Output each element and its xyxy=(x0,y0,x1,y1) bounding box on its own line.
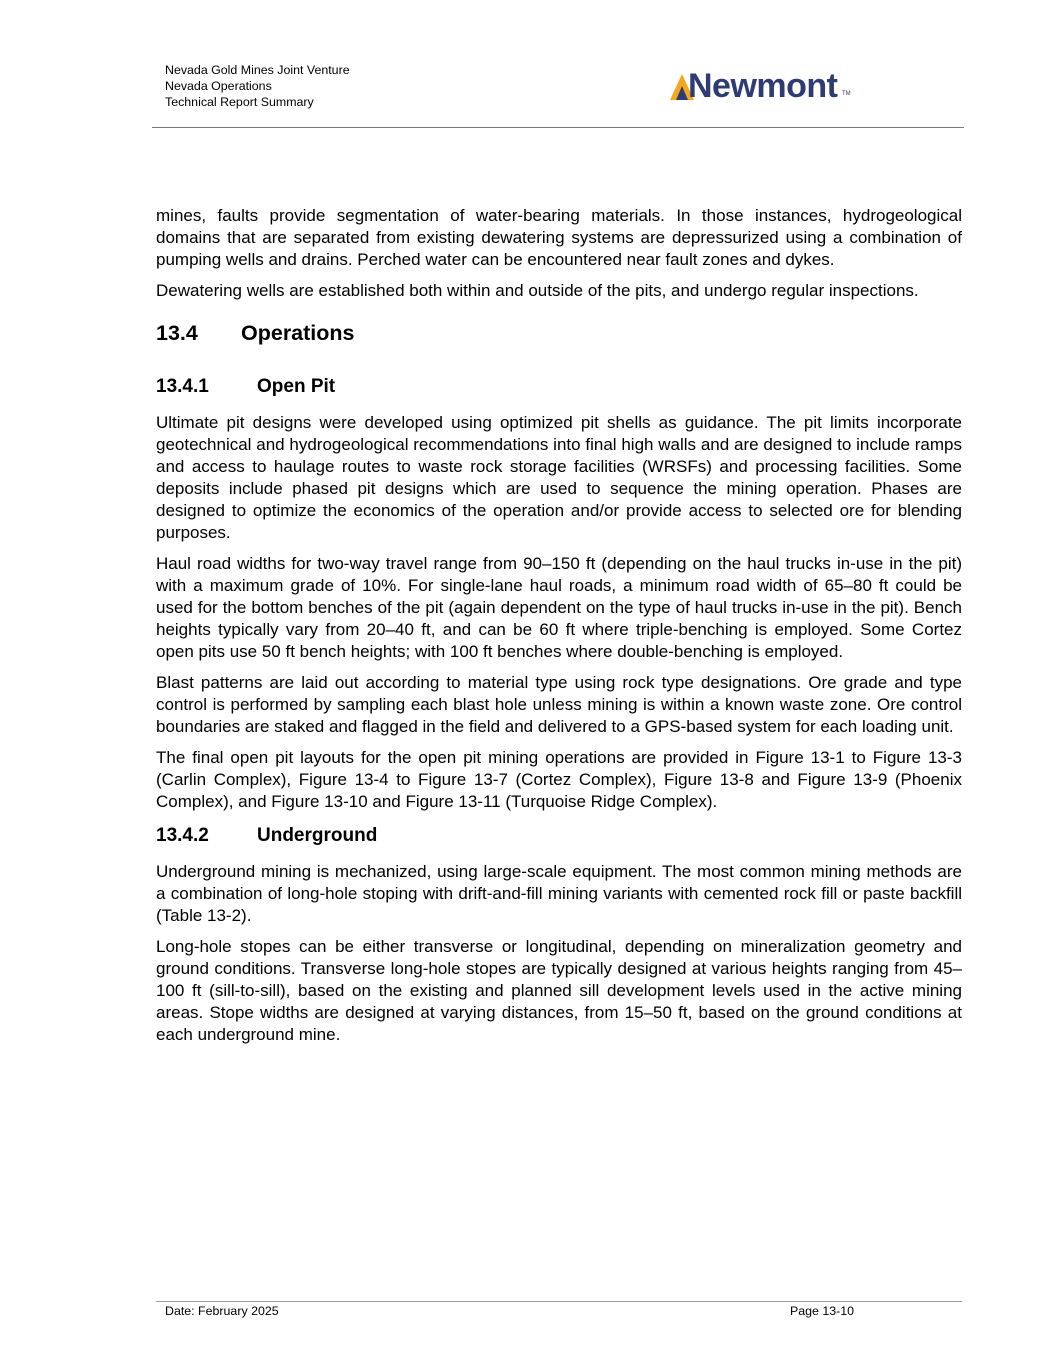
footer-date: Date: February 2025 xyxy=(165,1304,279,1318)
subsection-title: Underground xyxy=(257,825,378,846)
paragraph-pit-designs: Ultimate pit designs were developed using optimized pit shells as guidance. The pit limits incorporate geotechnical and hydrogeological recommendations into final high walls and are designed to include ramps and access to haulage routes to waste rock storage facilities (WRSFs) and processing facilities. Some deposits include phased pit designs which are used to sequence the mining operation. Phases are designed to optimize the economics of the operation and/or provide access to selected ore for blending purposes. xyxy=(156,413,962,542)
paragraph-underground-methods: Underground mining is mechanized, using large-scale equipment. The most common mining methods are a combination of long-hole stoping with drift-and-fill mining variants with cemented rock fill or paste backfill (Table 13-2). xyxy=(156,862,962,925)
paragraph-long-hole-stopes: Long-hole stopes can be either transverse or longitudinal, depending on mineralization geometry and ground conditions. Transverse long-hole stopes are typically designed at various heights ranging from 45–100 ft (sill-to-sill), based on the existing and planned sill development levels used in the active mining areas. Stope widths are designed at varying distances, from 15–50 ft, based on the ground conditions at each underground mine. xyxy=(156,937,962,1044)
document-header xyxy=(165,62,350,110)
header-divider xyxy=(152,127,964,128)
header-report-type: Technical Report Summary xyxy=(165,95,314,109)
section-number: 13.4 xyxy=(156,321,198,345)
section-title: Operations xyxy=(241,321,355,345)
newmont-logo xyxy=(670,66,855,106)
header-company: Nevada Gold Mines Joint Venture xyxy=(165,63,350,77)
paragraph-pit-layouts: The final open pit layouts for the open pit mining operations are provided in Figure 13-1 to Figure 13-3 (Carlin Complex), Figure 13-4 to Figure 13-7 (Cortez Complex), Figure 13-8 and Figure 13-9 (Phoenix Complex), and Figure 13-10 and Figure 13-11 (Turquoise Ridge Complex). xyxy=(156,748,962,811)
logo-trademark: TM xyxy=(842,91,851,97)
subsection-number: 13.4.2 xyxy=(156,825,209,846)
section-heading-operations xyxy=(156,320,962,364)
paragraph-dewatering-wells: Dewatering wells are established both within and outside of the pits, and undergo regular inspections. xyxy=(156,281,919,300)
subsection-heading-underground xyxy=(156,824,962,861)
subsection-number: 13.4.1 xyxy=(156,376,209,397)
paragraph-blast-patterns: Blast patterns are laid out according to material type using rock type designations. Ore grade and type control is performed by sampling each blast hole unless mining is within a known waste zone. Ore control boundaries are staked and flagged in the field and delivered to a GPS-based system for each loading unit. xyxy=(156,673,962,736)
header-operations: Nevada Operations xyxy=(165,79,272,93)
document-body xyxy=(156,205,962,1055)
logo-wordmark: Newmont xyxy=(688,67,838,105)
paragraph-haul-roads: Haul road widths for two-way travel range from 90–150 ft (depending on the haul trucks in-use in the pit) with a maximum grade of 10%. For single-lane haul roads, a minimum road width of 65–80 ft could be used for the bottom benches of the pit (again dependent on the type of haul trucks in-use in the pit). Bench heights typically vary from 20–40 ft, and can be 60 ft where triple-benching is employed. Some Cortez open pits use 50 ft bench heights; with 100 ft benches where double-benching is employed. xyxy=(156,554,962,661)
subsection-heading-open-pit xyxy=(156,375,962,412)
subsection-title: Open Pit xyxy=(257,376,336,397)
footer-divider xyxy=(156,1301,962,1302)
footer-page-number: Page 13-10 xyxy=(790,1304,855,1318)
paragraph-dewatering-segmentation: mines, faults provide segmentation of water-bearing materials. In those instances, hydrogeological domains that are separated from existing dewatering systems are depressurized using a combination of pumping wells and drains. Perched water can be encountered near fault zones and dykes. xyxy=(156,206,962,269)
